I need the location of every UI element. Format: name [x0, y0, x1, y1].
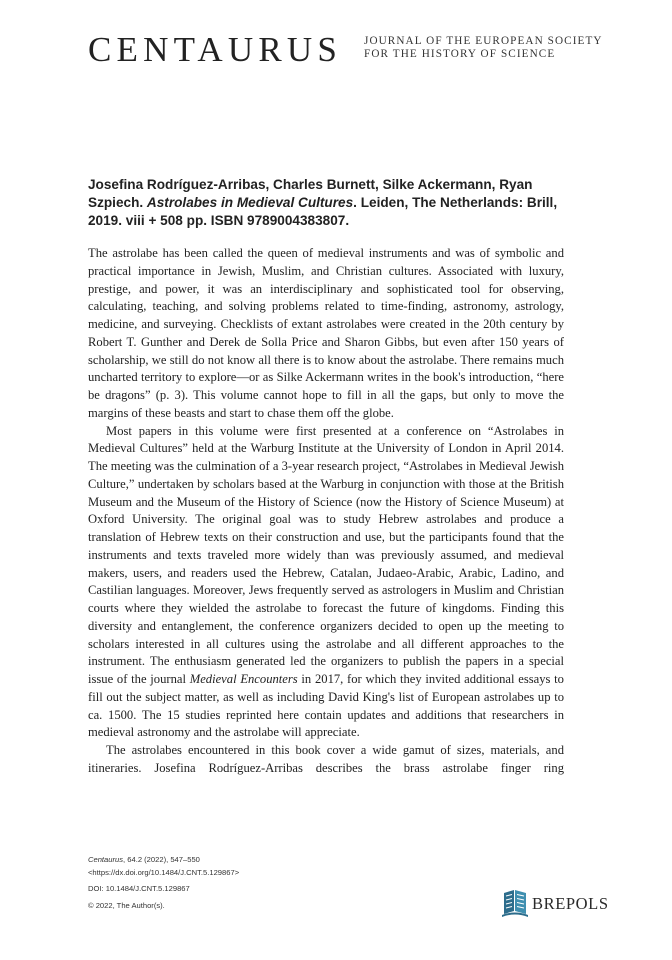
citation-journal: Centaurus [88, 855, 124, 864]
book-authors: Josefina Rodríguez-Arribas, Charles Burnett, Silke Ackermann, Ryan Szpiech. [88, 177, 533, 210]
body-paragraph-1: The astrolabe has been called the queen of medieval instruments and was of symbolic and practical importance in Jewish, Muslim, and Christian cultures. Associated with luxury, prestige, and power, it was an interdisciplinary and sophisticated tool for observing, calculating, teaching, and solving problems related to time-finding, astronomy, astrology, medicine, and surveying. Checklists of extant astrolabes were created in the 20th century by Robert T. Gunther and Derek de Solla Price and Sharon Gibbs, but even after 150 years of scholarship, we still do not know all there is to know about the astrolabe. There remains much uncharted territory to explore—or as Silke Ackermann writes in the book's introduction, “here be dragons” (p. 3). This volume cannot hope to fill in all the gaps, but only to move the margins of these beasts and start to chase them off the globe. [88, 246, 564, 420]
journal-header [88, 30, 628, 70]
publisher-logo [500, 885, 620, 921]
copyright-notice: © 2022, The Author(s). [88, 900, 165, 910]
journal-subtitle [364, 35, 603, 61]
journal-subtitle-line-2: FOR THE HISTORY OF SCIENCE [364, 48, 556, 60]
review-body [88, 245, 564, 778]
brepols-book-icon [500, 885, 530, 919]
book-review-heading [88, 176, 558, 230]
book-title: Astrolabes in Medieval Cultures [146, 195, 354, 210]
body-paragraph-2 [88, 423, 564, 743]
publisher-name: BREPOLS [532, 894, 609, 913]
body-paragraph-2-continued: in 2017, for which they invited additional essays to fill out the subject matter, as well as including David King's list of European astrolabes up to ca. 1500. The 15 studies reprinted here contain updates and additions that researchers in medieval astronomy and the astrolabe will appreciate. [88, 672, 564, 740]
citation-line [88, 854, 408, 867]
journal-subtitle-line-1: JOURNAL OF THE EUROPEAN SOCIETY [364, 35, 603, 47]
citation-issue: , 64.2 (2022), 547–550 [123, 855, 200, 864]
citation-doi: DOI: 10.1484/J.CNT.5.129867 [88, 884, 190, 893]
body-paragraph-2-text: Most papers in this volume were first presented at a conference on “Astrolabes in Medieval Cultures” held at the Warburg Institute at the University of London in April 2014. The meeting was the culmination of a 3-year research project, “Astrolabes in Medieval Jewish Culture,” undertaken by scholars based at the Warburg in conjunction with those at the British Museum and the Museum of the History of Science (now the History of Science Museum) at Oxford University. The original goal was to study Hebrew astrolabes and produce a translation of Hebrew texts on their construction and use, but the participants found that the instruments and texts traveled more widely than was previously assumed, and medieval makers, users, and readers used the Hebrew, Catalan, Judaeo-Arabic, Arabic, Ladino, and Castilian languages. Moreover, Jews frequently served as astrologers in Muslim and Christian courts where they wielded the astrolabe to forecast the future of kingdoms. Finding this diversity and entanglement, the conference organizers decided to open up the meeting to scholars interested in all cultures using the astrolabe and all different approaches to the instrument. The enthusiasm generated led the organizers to publish the papers in a special issue of the journal [88, 423, 564, 686]
body-paragraph-3: The astrolabes encountered in this book cover a wide gamut of sizes, materials, and itineraries. Josefina Rodríguez-Arribas describes the brass astrolabe finger ring [88, 743, 564, 775]
journal-masthead: CENTAURUS [88, 30, 343, 69]
book-publication-details: . Leiden, The Netherlands: Brill, 2019. viii + 508 pp. ISBN 9789004383807. [88, 195, 558, 228]
footer-citation [88, 854, 408, 912]
citation-url-link[interactable]: <https://dx.doi.org/10.1484/J.CNT.5.129867> [88, 867, 240, 877]
journal-title-reference: Medieval Encounters [189, 672, 298, 686]
